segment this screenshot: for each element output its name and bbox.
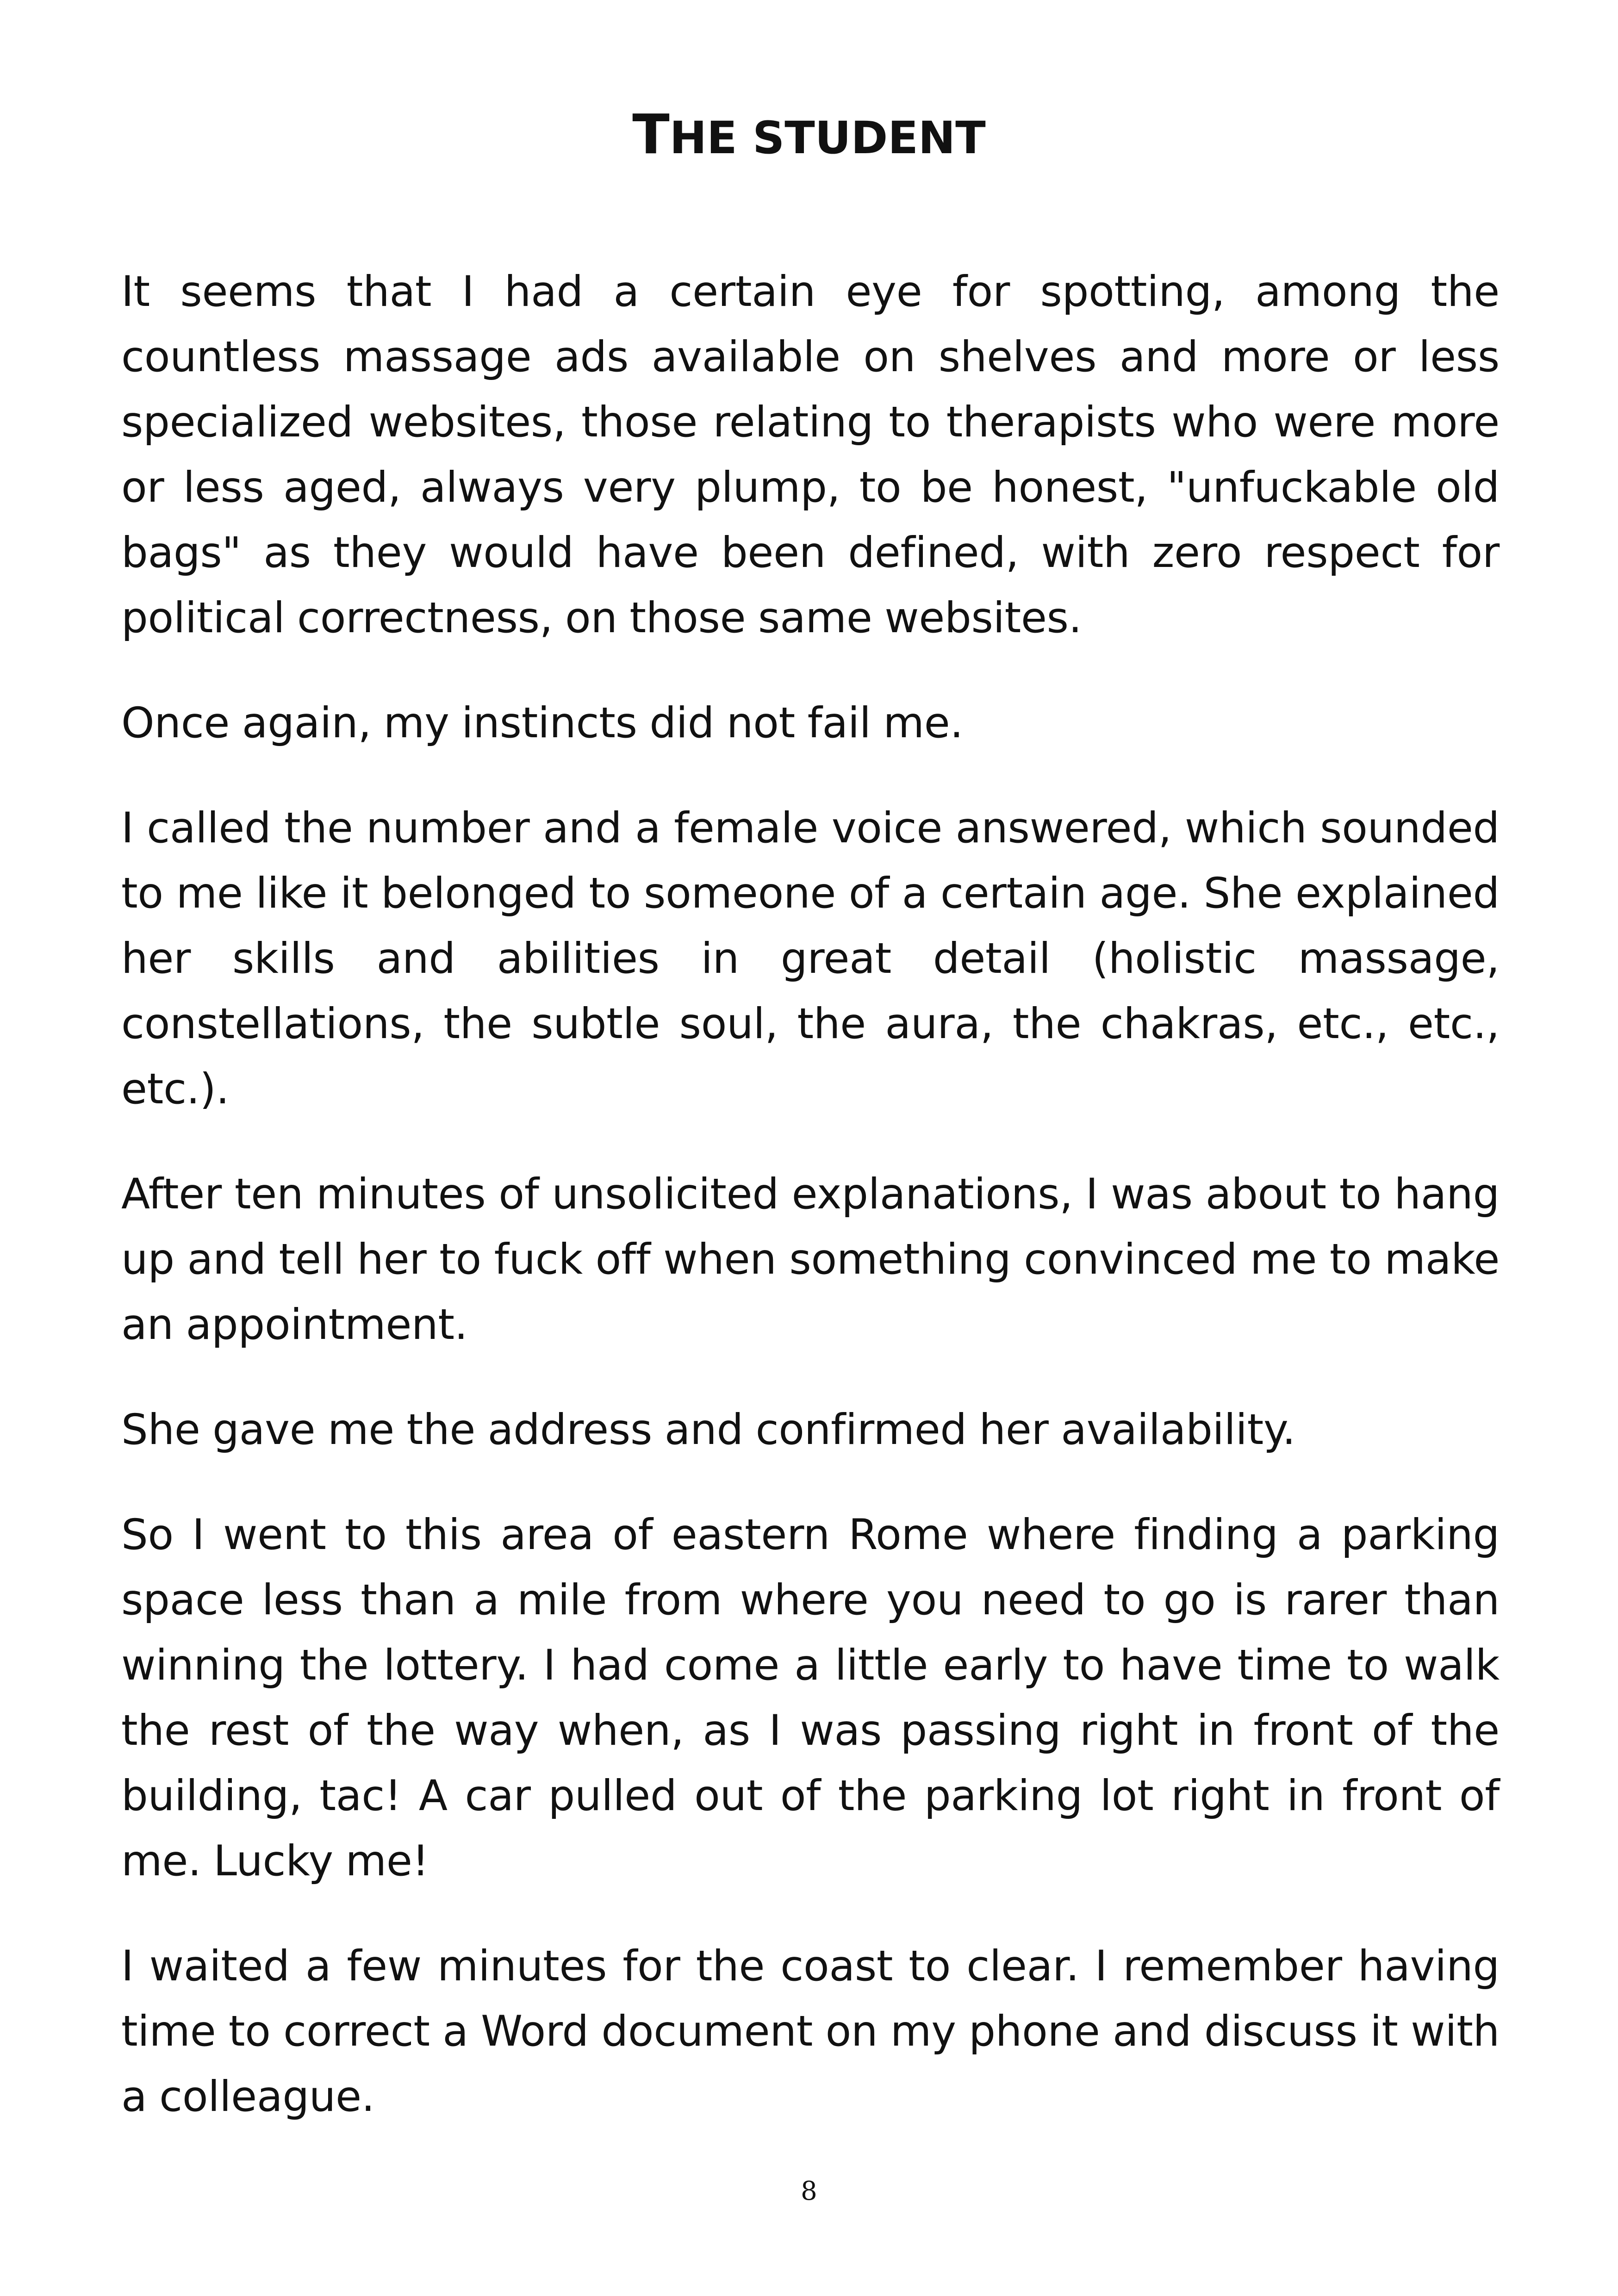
chapter-title [0, 104, 1618, 168]
paragraph-3: I called the number and a female voice answered, which sounded to me like it belonged to someone of a certain age. She explained her skills and abilities in great detail (holistic massage, constellations, the subtle soul, the aura, the chakras, etc., etc., etc.). [121, 804, 1500, 1114]
paragraph-5: She gave me the address and confirmed her availability. [121, 1406, 1296, 1454]
page-number: 8 [801, 2176, 817, 2206]
paragraph-2: Once again, my instincts did not fail me. [121, 699, 964, 747]
body-text [121, 259, 1500, 2169]
chapter-title-rest: HE STUDENT [669, 112, 986, 164]
paragraph-4: After ten minutes of unsolicited explanations, I was about to hang up and tell her to fuck off when something convinced me to make an appointment. [121, 1170, 1500, 1349]
paragraph-1: It seems that I had a certain eye for spotting, among the countless massage ads available on shelves and more or less specialized websites, those relating to therapists who were more or less aged, always very plump, to be honest, "unfuckable old bags" as they would have been defined, with zero respect for political correctness, on those same websites. [121, 268, 1500, 642]
paragraph-7: I waited a few minutes for the coast to clear. I remember having time to correct a Word document on my phone and discuss it with a colleague. [121, 1942, 1500, 2121]
chapter-title-initial: T [632, 102, 670, 166]
paragraph-6: So I went to this area of eastern Rome where finding a parking space less than a mile from where you need to go is rarer than winning the lottery. I had come a little early to have time to walk the rest of the way when, as I was passing right in front of the building, tac! A car pulled out of the parking lot right in front of me. Lucky me! [121, 1511, 1500, 1885]
